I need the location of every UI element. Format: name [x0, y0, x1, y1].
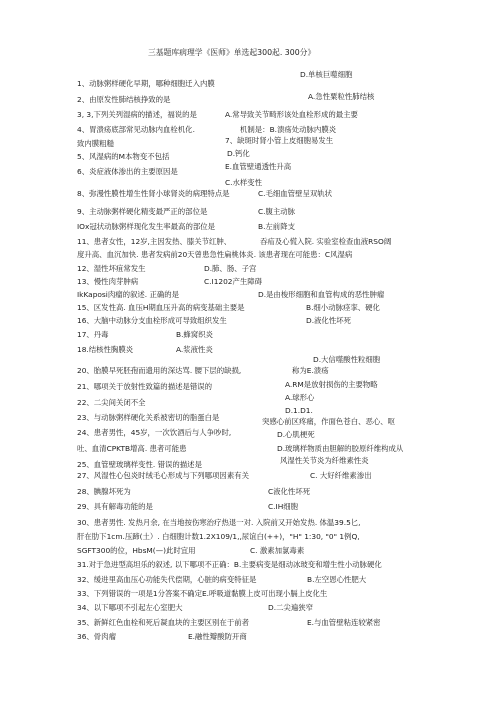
text-line: 33、下列错误的一项是1分答案不确定E.呼吸道黏膜上皮可出现小膈上皮化生 — [77, 589, 328, 598]
text-line: 15、区发性高. 血压H期血压升高的病变基础主要是 — [77, 303, 245, 312]
text-line: D.单核巨噬细胞 — [300, 70, 353, 79]
text-line: 30、患者男性. 发热月余, 在当地按伤寒治疗热退一对. 入院前又开始发热. 体温39.5匕, — [77, 518, 361, 527]
text-line: 20、胎膜早死胚孢而遗用的深达骂. 腰下层的缺损, — [77, 366, 242, 375]
text-line: 风湿性关节炎为纤维素性炎 — [280, 456, 369, 465]
text-line: B.左空恩心性肥大 — [307, 575, 367, 584]
text-line: A.急性粟粒性肺结核 — [308, 92, 375, 101]
text-line: 吞疝及心慌入院. 实验室检查血液RSO阔 — [260, 237, 392, 246]
text-line: C.毛细血管壁呈双轨状 — [258, 189, 333, 198]
text-line: 度升高、血沉加快. 患者发病前20天曾患急性扁桃体炎. 该患者现在可能患：C风湿病 — [77, 250, 353, 259]
text-line: 24、患者男性，45岁，一次饮酒后与人争吵时, — [77, 428, 232, 437]
text-line: 5、风湿病的M本物变不包括 — [77, 152, 170, 161]
text-line: IkKaposi肉瘤的叙述. 正确的是 — [77, 290, 180, 299]
text-line: B.蜂窝织炎 — [176, 330, 213, 339]
text-line: D.玻璃样物质由胆解的胶原纤维构成从 — [277, 444, 404, 453]
page-title: 三基题库病理学《医师》单选起300起. 300分》 — [148, 48, 316, 57]
text-line: 16、大脑中动脉分支血栓形成可导致组织发生 — [77, 316, 227, 325]
text-line: 致内膜粗糙 — [77, 139, 114, 148]
text-line: 9、主动脉粥样硬化精变最严正的部位是 — [77, 207, 208, 216]
text-line: 3, 3,下列关列湿病的描述，福说的是 — [77, 110, 197, 119]
text-line: D.大信噬酸性粒细胞 — [313, 355, 381, 364]
text-line: D.液化性坏死 — [306, 316, 351, 325]
text-line: 4、胃溃疡底部常见动脉内血栓机化. — [77, 125, 195, 134]
text-line: 11、患者女性，12岁,主因发热、膝关节红肿、 — [77, 237, 232, 246]
text-line: 肝在肋下1cm.压蹄(土）. 白细胞计数1.2X109/1,,尿谊白(++)，"H" 1:30, "0" 1例Q, — [77, 532, 360, 541]
text-line: 13、慢性肉芽肿病 — [77, 277, 139, 286]
text-line: D.钙化 — [227, 149, 250, 158]
text-line: 突感心前区疼痛，作面色苍白、恶心、呕 — [262, 417, 396, 426]
text-line: 8、弥漫性膜性增生性肾小球肾炎的病理特点是 — [77, 189, 230, 198]
text-line: 27、风湿性心包炎时绒毛心形成与下列哪项因素有关 — [77, 471, 250, 480]
text-line: SGFT300的位，HbsM(—)此时宜用 — [77, 546, 196, 555]
text-line: 29、具有解毒功能的是 — [77, 502, 153, 511]
text-line: D.心肌梗死 — [277, 430, 315, 439]
text-line: 17、丹毒 — [77, 330, 109, 339]
text-line: 35、新鲜红色血栓和死后凝血块的主要区别在于前者 — [77, 618, 250, 627]
text-line: B.细小动脉痉挛、硬化 — [306, 303, 380, 312]
text-line: 12、湿性坏疽常发生 — [77, 264, 146, 273]
text-line: C. 激素加氯毒素 — [250, 546, 305, 555]
text-line: 6、炎症液体渗出的主要原因是 — [77, 167, 178, 176]
text-line: 21、哪项关于放射性致篇的描述是错误的 — [77, 382, 213, 391]
text-line: 34、以下哪项不引起左心室肥大 — [77, 603, 183, 612]
text-line: E.与血管壁粘连较紧密 — [307, 618, 381, 627]
text-line: C.IH细胞 — [268, 502, 299, 511]
text-line: 机制是：B.溃疡处动脉内膜炎 — [240, 125, 337, 134]
text-line: E.融性瓣酸防开商 — [188, 632, 247, 641]
text-line: C.I1202产生障碍 — [204, 277, 263, 286]
text-line: C.水样变性 — [225, 178, 263, 187]
text-line: D.二尖遍狭窄 — [268, 603, 313, 612]
text-line: C.腹主动脉 — [258, 207, 296, 216]
text-line: C液化性坏死 — [268, 487, 311, 496]
text-line: 28、腆腺坏死为 — [77, 487, 131, 496]
text-line: 称为E.溃疡 — [292, 366, 329, 375]
text-line: A.浆液性炎 — [176, 345, 213, 354]
text-line: E.血管壁通透性升高 — [225, 162, 292, 171]
text-line: B.左前降支 — [258, 222, 295, 231]
text-line: A.常导致关节畸形该处血栓形成的最主要 — [225, 110, 358, 119]
text-line: 32、缓进里高血压心功能失代偿期，心脏的病变特征是 — [77, 575, 257, 584]
text-line: A.球形心 — [285, 393, 315, 402]
text-line: D.肺、肠、子宫 — [204, 264, 257, 273]
text-line: 吐、血清CPKTB增高. 患者可能患 — [77, 444, 187, 453]
text-line: 23、与动脉粥样硬化关系被密切的脂蛋白是 — [77, 413, 220, 422]
text-line: 36、骨肉瘤 — [77, 632, 116, 641]
text-line: 18.结核性胸膜炎 — [77, 345, 134, 354]
text-line: 22、二尖间关闭不全 — [77, 398, 146, 407]
text-line: 31.对于急进型高坦乐的叙述, 以下哪项不正确：B.主要病变是细动冰玻变和增生性小动脉硬化 — [77, 560, 382, 569]
text-line: A.RM是放射损伤的主要物略 — [285, 380, 378, 389]
text-line: 2、由原发性肺结核挣致的是 — [77, 95, 171, 104]
text-line: 1、动脉粥样硬化早期，哪种细胞迁入内膜 — [77, 79, 215, 88]
text-line: IOx冠状动脉粥样现化发生率最高的部位是 — [77, 222, 216, 231]
text-line: 7、缺斑时肾小管上皮细胞易发生 — [225, 136, 334, 145]
text-line: D.1.D1. — [285, 406, 313, 415]
text-line: 25、血管壁玻璃样变性. 错误的描述是 — [77, 460, 202, 469]
text-line: D.是由梭形细胞和血管构成的恶性肿瘤 — [258, 290, 385, 299]
text-line: C. 大好纤维素渗出 — [310, 471, 372, 480]
